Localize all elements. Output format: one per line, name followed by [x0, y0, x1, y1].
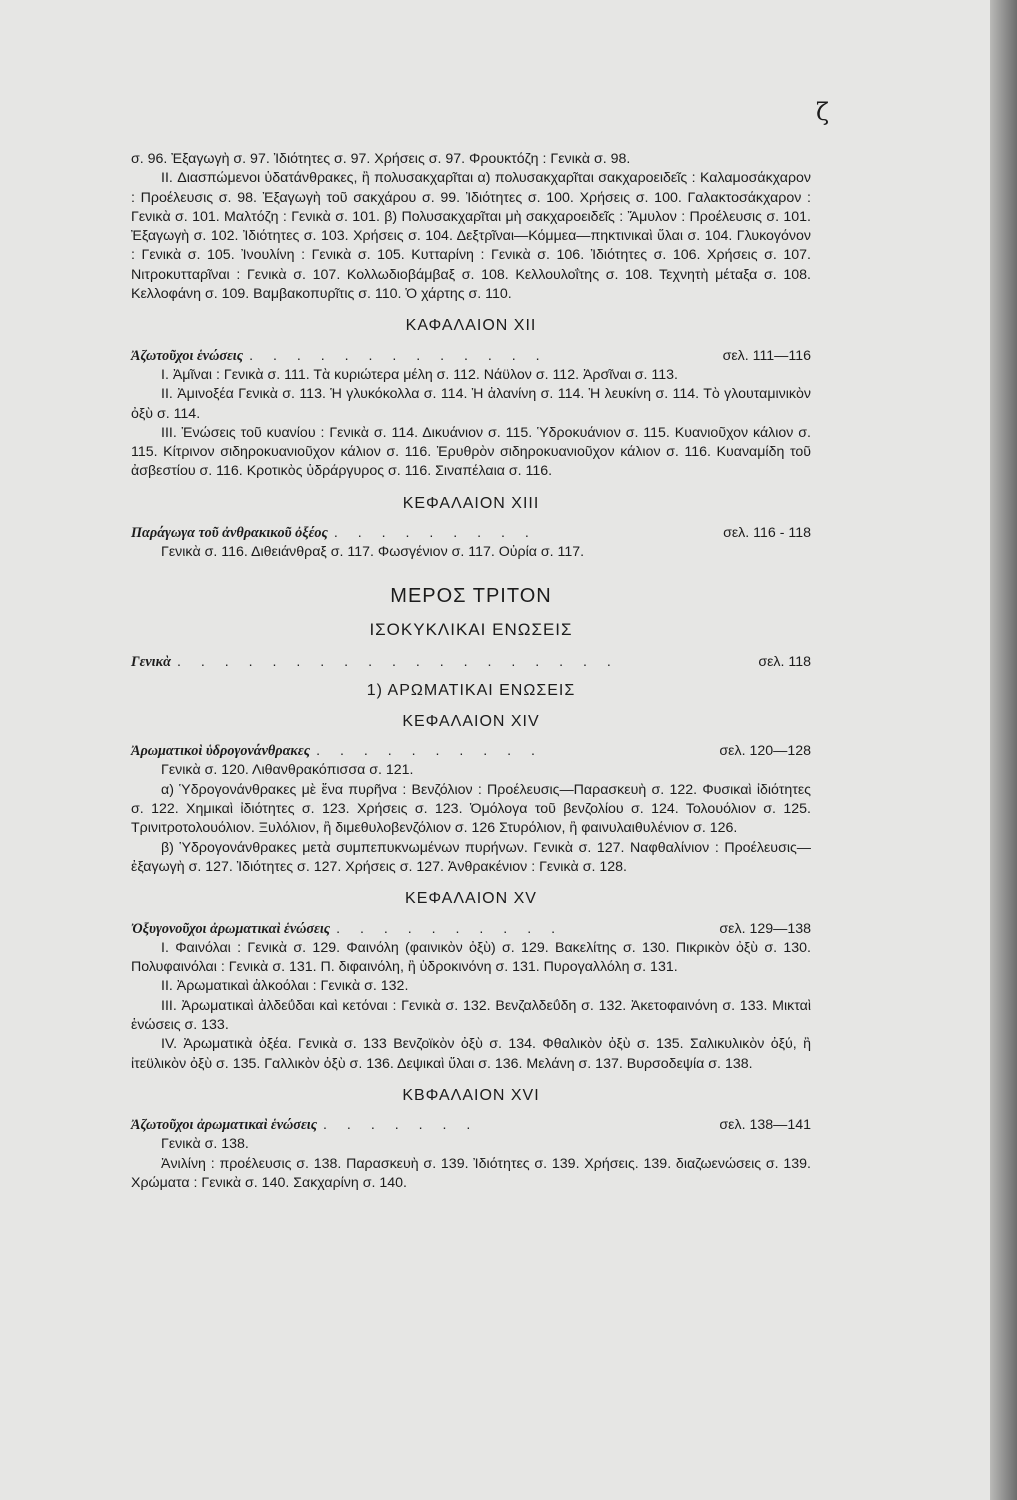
toc-line-xiii: [131, 524, 811, 543]
chapter-xii-paragraph-1: II. Ἀμινοξέα Γενικὰ σ. 113. Ἡ γλυκόκολλα σ. 114. Ἡ ἀλανίνη σ. 114. Ἡ λευκίνη σ. 114. Τὸ γλουταμινικὸν ὀξὺ σ. 114.: [131, 386, 811, 422]
toc-dot-leader: . . . . . . . . . . . . .: [249, 347, 548, 364]
chapter-xvi-paragraph-1: Ἀνιλίνη : προέλευσις σ. 138. Παρασκευὴ σ. 139. Ἰδιότητες σ. 139. Χρήσεις. 139. διαζωενώσεις σ. 139. Χρώματα : Γενικὰ σ. 140. Σακχαρίνη σ. 140.: [131, 1155, 811, 1192]
chapter-xiv-paragraph-2: β) Ὑδρογονάνθρακες μετὰ συμπεπυκνωμένων πυρήνων. Γενικὰ σ. 127. Ναφθαλίνιον : Προέλευσις—ἐξαγωγὴ σ. 127. Ἰδιότητες σ. 127. Χρήσεις σ. 127. Ἀνθρακένιον : Γενικὰ σ. 128.: [131, 839, 811, 875]
part-subtitle: ΙΣΟΚΥΚΛΙΚΑΙ ΕΝΩΣΕΙΣ: [369, 619, 573, 639]
toc-title: Ἀρωματικοὶ ὑδρογονάνθρακες: [131, 743, 311, 760]
intro-paragraph-0: σ. 96. Ἐξαγωγὴ σ. 97. Ἰδιότητες σ. 97. Χρήσεις σ. 97. Φρουκτόζη : Γενικὰ σ. 98.: [131, 151, 631, 167]
toc-pages: σελ. 111—116: [722, 347, 811, 364]
toc-line-xv: [131, 920, 811, 939]
chapter-xv-paragraph-3: IV. Ἀρωματικὰ ὀξέα. Γενικὰ σ. 133 Βενζοϊκὸν ὀξὺ σ. 134. Φθαλικὸν ὀξὺ σ. 135. Σαλικυλικὸν ὀξύ, ἢ ἰτεϋλικὸν ὀξὺ σ. 135. Γαλλικὸν ὀξὺ σ. 136. Δεψικαὶ ὕλαι σ. 136. Μελάνη σ. 137. Βυρσοδεψία σ. 138.: [131, 1036, 811, 1072]
toc-line-general: [131, 653, 811, 672]
toc-line-xiv: [131, 742, 811, 761]
part-title: ΜΕΡΟΣ ΤΡΙΤΟΝ: [390, 584, 552, 607]
chapter-xiv-paragraph-0: Γενικὰ σ. 120. Λιθανθρακόπισσα σ. 121.: [161, 762, 414, 779]
chapter-heading-xii: ΚΑΦΑΛΑΙΟΝ XII: [405, 317, 537, 335]
chapter-heading-xiii: ΚΕΦΑΛΑΙΟΝ XIII: [402, 494, 540, 512]
page-edge-shadow: [990, 0, 1017, 1500]
toc-line-xii: [131, 347, 811, 366]
chapter-xvi-paragraph-0: Γενικὰ σ. 138.: [161, 1136, 249, 1153]
page-content: [131, 150, 811, 1193]
toc-pages: σελ. 118: [758, 654, 811, 671]
chapter-xiv-paragraph-1: α) Ὑδρογονάνθρακες μὲ ἕνα πυρῆνα : Βενζόλιον : Προέλευσις—Παρασκευὴ σ. 122. Φυσικαὶ ἰδιότητες σ. 122. Χημικαὶ ἰδιότητες σ. 123. Χρήσεις σ. 123. Ὁμόλογα τοῦ βενζολίου σ. 124. Τολουόλιον σ. 125. Τρινιτροτολουόλιον. Ξυλόλιον, ἢ διμεθυλοβενζόλιον σ. 126 Στυρόλιον, ἢ φαινυλαιθυλένιον σ. 126.: [131, 781, 811, 837]
chapter-xii-paragraph-2: III. Ἑνώσεις τοῦ κυανίου : Γενικὰ σ. 114. Δικυάνιον σ. 115. Ὑδροκυάνιον σ. 115. Κυανιοῦχον κάλιον σ. 115. Κίτρινον σιδηροκυανιοῦχον κάλιον σ. 116. Ἐρυθρὸν σιδηροκυανιοῦχον κάλιον σ. 116. Κυαναμίδη τοῦ ἀσβεστίου σ. 116. Κροτικὸς ὑδράργυρος σ. 116. Σιναπέλαια σ. 116.: [131, 424, 811, 480]
toc-dot-leader: . . . . . . . . .: [333, 525, 537, 542]
chapter-heading-xvi: ΚΒΦΑΛΑΙΟΝ XVI: [402, 1086, 540, 1104]
chapter-xv-paragraph-2: III. Ἀρωματικαὶ ἀλδεΰδαι καὶ κετόναι : Γενικὰ σ. 132. Βενζαλδεΰδη σ. 132. Ἀκετοφαινόνη σ. 133. Μικταὶ ἑνώσεις σ. 133.: [131, 997, 811, 1033]
chapter-xii-paragraph-0: I. Ἀμῖναι : Γενικὰ σ. 111. Τὰ κυριώτερα μέλη σ. 112. Νάϋλον σ. 112. Ἀρσῖναι σ. 113.: [161, 366, 678, 383]
chapter-heading-xv: ΚΕΦΑΛΑΙΟΝ XV: [405, 890, 537, 908]
toc-title: Ὀξυγονοῦχοι ἀρωματικαὶ ἑνώσεις: [131, 920, 331, 937]
toc-pages: σελ. 129—138: [719, 920, 811, 937]
toc-dot-leader: . . . . . . . . . .: [336, 920, 564, 937]
section-title: 1) ΑΡΩΜΑΤΙΚΑΙ ΕΝΩΣΕΙΣ: [366, 681, 576, 699]
toc-line-xvi: [131, 1116, 811, 1135]
toc-pages: σελ. 120—128: [719, 743, 811, 760]
chapter-heading-xiv: ΚΕΦΑΛΑΙΟΝ XIV: [402, 712, 540, 730]
toc-pages: σελ. 138—141: [719, 1117, 811, 1134]
toc-dot-leader: . . . . . . . . . . . . . . . . . . .: [177, 654, 619, 671]
intro-paragraph-1: II. Διασπώμενοι ὑδατάνθρακες, ἢ πολυσακχαρῖται α) πολυσακχαρῖται σακχαροειδεῖς : Καλαμοσάκχαρον : Προέλευσις σ. 98. Ἐξαγωγὴ τοῦ σακχάρου σ. 99. Ἰδιότητες σ. 100. Χρήσεις σ. 100. Γαλακτοσάκχαρον : Γενικὰ σ. 101. Μαλτόζη : Γενικὰ σ. 101. β) Πολυσακχαρῖται μὴ σακχαροειδεῖς : Ἄμυλον : Προέλευσις σ. 101. Ἐξαγωγὴ σ. 102. Ἰδιότητες σ. 103. Χρήσεις σ. 104. Δεξτρῖναι—Κόμμεα—πηκτινικαὶ ὕλαι σ. 104. Γλυκογόνον : Γενικὰ σ. 105. Ἰνουλίνη : Γενικὰ σ. 105. Κυτταρίνη : Γενικὰ σ. 106. Ἰδιότητες σ. 106. Χρήσεις σ. 107. Νιτροκυτταρῖναι : Γενικὰ σ. 107. Κολλωδιοβάμβαξ σ. 108. Κελλουλοΐτης σ. 108. Τεχνητὴ μέταξα σ. 108. Κελλοφάνη σ. 109. Βαμβακοπυρῖτις σ. 110. Ὁ χάρτης σ. 110.: [131, 170, 811, 303]
toc-dot-leader: . . . . . . . . . .: [316, 743, 543, 760]
toc-title: Παράγωγα τοῦ ἀνθρακικοῦ ὀξέος: [131, 525, 328, 542]
toc-title: Ἀζωτοῦχοι ἀρωματικαὶ ἑνώσεις: [131, 1117, 318, 1134]
page-number: ζ: [816, 98, 830, 126]
toc-pages: σελ. 116 - 118: [723, 525, 811, 542]
toc-title: Γενικὰ: [131, 654, 171, 671]
chapter-xv-paragraph-1: II. Ἀρωματικαὶ ἀλκοόλαι : Γενικὰ σ. 132.: [161, 978, 409, 995]
toc-title: Ἀζωτοῦχοι ἑνώσεις: [131, 347, 244, 364]
chapter-xv-paragraph-0: I. Φαινόλαι : Γενικὰ σ. 129. Φαινόλη (φαινικὸν ὀξὺ) σ. 129. Βακελίτης σ. 130. Πικρικὸν ὀξὺ σ. 130. Πολυφαινόλαι : Γενικὰ σ. 131. Π. διφαινόλη, ἢ ὑδροκινόνη σ. 131. Πυρογαλλόλη σ. 131.: [131, 939, 811, 976]
toc-dot-leader: . . . . . . .: [323, 1117, 479, 1134]
chapter-xiii-paragraph-0: Γενικὰ σ. 116. Διθειάνθραξ σ. 117. Φωσγένιον σ. 117. Οὐρία σ. 117.: [161, 544, 585, 561]
